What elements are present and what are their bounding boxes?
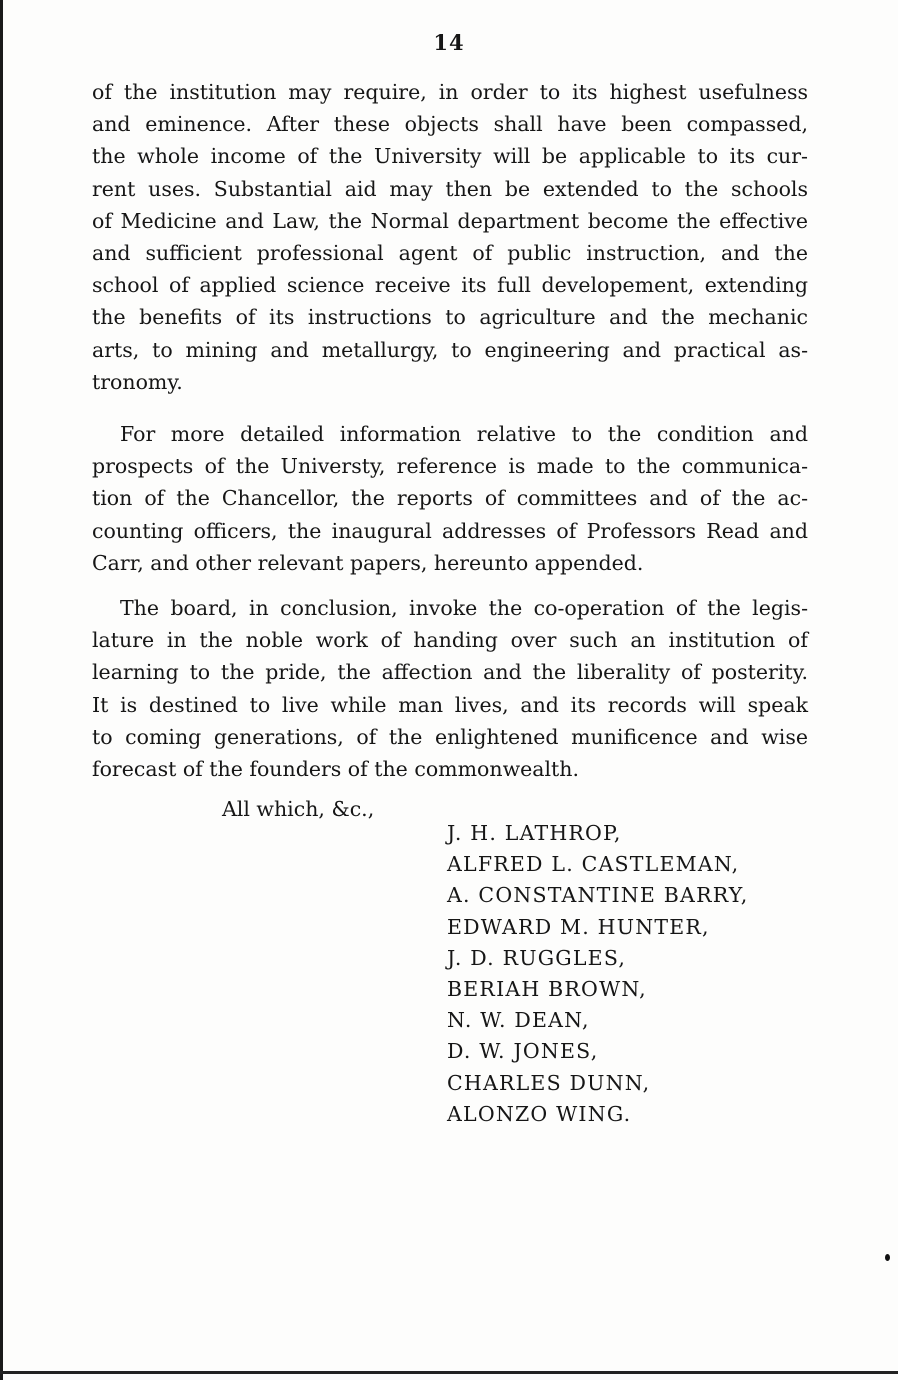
text-line: counting officers, the inaugural addresses of Professors Read and xyxy=(92,518,808,543)
text-line: arts, to mining and metallurgy, to engineering and practical as- xyxy=(92,337,808,362)
text-line: It is destined to live while man lives, and its records will speak xyxy=(92,692,808,717)
text-line: learning to the pride, the affection and the liberality of posterity. xyxy=(92,660,808,685)
signature-name: A. CONSTANTINE BARRY, xyxy=(447,883,749,908)
text-line: Carr, and other relevant papers, hereunto appended. xyxy=(92,550,644,575)
signature-list xyxy=(447,818,749,1130)
paragraph-3 xyxy=(92,592,808,785)
signature-name: CHARLES DUNN, xyxy=(447,1070,651,1095)
text-line: and sufficient professional agent of public instruction, and the xyxy=(92,241,808,266)
ink-speck xyxy=(885,1254,890,1261)
signature-name: J. H. LATHROP, xyxy=(447,821,622,845)
text-line: rent uses. Substantial aid may then be extended to the schools xyxy=(92,176,808,201)
text-line: the whole income of the University will be applicable to its cur- xyxy=(92,144,808,169)
text-line: tronomy. xyxy=(92,369,183,394)
text-line: of Medicine and Law, the Normal department become the effective xyxy=(92,208,808,233)
text-line: The board, in conclusion, invoke the co-operation of the legis- xyxy=(120,596,808,620)
signature-name: ALFRED L. CASTLEMAN, xyxy=(447,852,740,877)
text-line: forecast of the founders of the commonwealth. xyxy=(92,757,579,782)
signature-name: BERIAH BROWN, xyxy=(447,977,647,1002)
text-line: For more detailed information relative to the condition and xyxy=(120,422,808,446)
text-line: lature in the noble work of handing over such an institution of xyxy=(92,628,808,653)
signature-name: J. D. RUGGLES, xyxy=(447,945,627,970)
signature-name: N. W. DEAN, xyxy=(447,1008,590,1033)
bottom-edge-rule xyxy=(0,1371,898,1374)
closing-phrase: All which, &c., xyxy=(222,797,375,821)
left-edge-rule xyxy=(0,0,3,1380)
signature-name: D. W. JONES, xyxy=(447,1039,599,1064)
text-line: the benefits of its instructions to agriculture and the mechanic xyxy=(92,305,808,330)
page-number: 14 xyxy=(433,30,465,55)
text-line: tion of the Chancellor, the reports of committees and of the ac- xyxy=(92,486,808,511)
text-line: and eminence. After these objects shall have been compassed, xyxy=(92,112,808,137)
paragraph-1 xyxy=(92,76,808,398)
text-line: prospects of the Universty, reference is made to the communica- xyxy=(92,454,808,479)
signature-name: EDWARD M. HUNTER, xyxy=(447,914,710,939)
text-line: of the institution may require, in order to its highest usefulness xyxy=(92,80,808,104)
paragraph-2 xyxy=(92,418,808,579)
text-line: school of applied science receive its full developement, extending xyxy=(92,273,808,298)
text-line: to coming generations, of the enlightened munificence and wise xyxy=(92,724,808,749)
signature-name: ALONZO WING. xyxy=(447,1101,632,1126)
